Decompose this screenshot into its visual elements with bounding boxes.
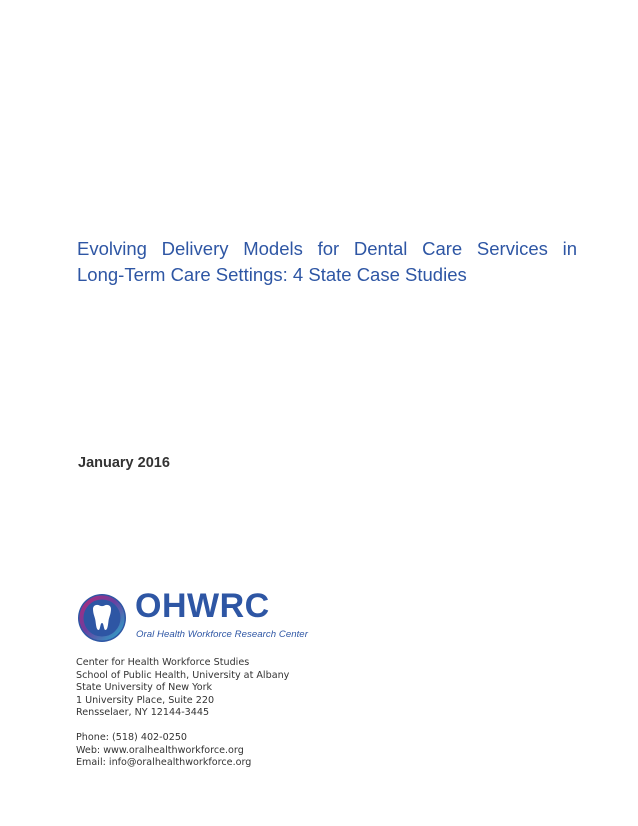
report-title-line-1: Evolving Delivery Models for Dental Care Services in xyxy=(77,238,577,259)
logo-wordmark: OHWRC xyxy=(135,587,270,625)
contact-email: Email: info@oralhealthworkforce.org xyxy=(76,757,252,768)
contact-block xyxy=(76,732,251,770)
publication-date: January 2016 xyxy=(78,455,170,471)
contact-phone: Phone: (518) 402-0250 xyxy=(76,732,188,743)
report-title-line-2: Long-Term Care Settings: 4 State Case Studies xyxy=(77,264,467,285)
address-school: School of Public Health, University at Albany xyxy=(76,669,290,681)
report-title xyxy=(77,236,577,288)
address-city: Rensselaer, NY 12144-3445 xyxy=(76,707,210,718)
address-street: 1 University Place, Suite 220 xyxy=(76,694,215,706)
contact-web: Web: www.oralhealthworkforce.org xyxy=(76,744,244,756)
address-organization: Center for Health Workforce Studies xyxy=(76,657,250,668)
tooth-icon xyxy=(76,592,128,644)
logo-tagline: Oral Health Workforce Research Center xyxy=(136,629,308,640)
ohwrc-logo xyxy=(76,587,308,646)
address-university: State University of New York xyxy=(76,682,213,693)
address-block xyxy=(76,657,289,720)
